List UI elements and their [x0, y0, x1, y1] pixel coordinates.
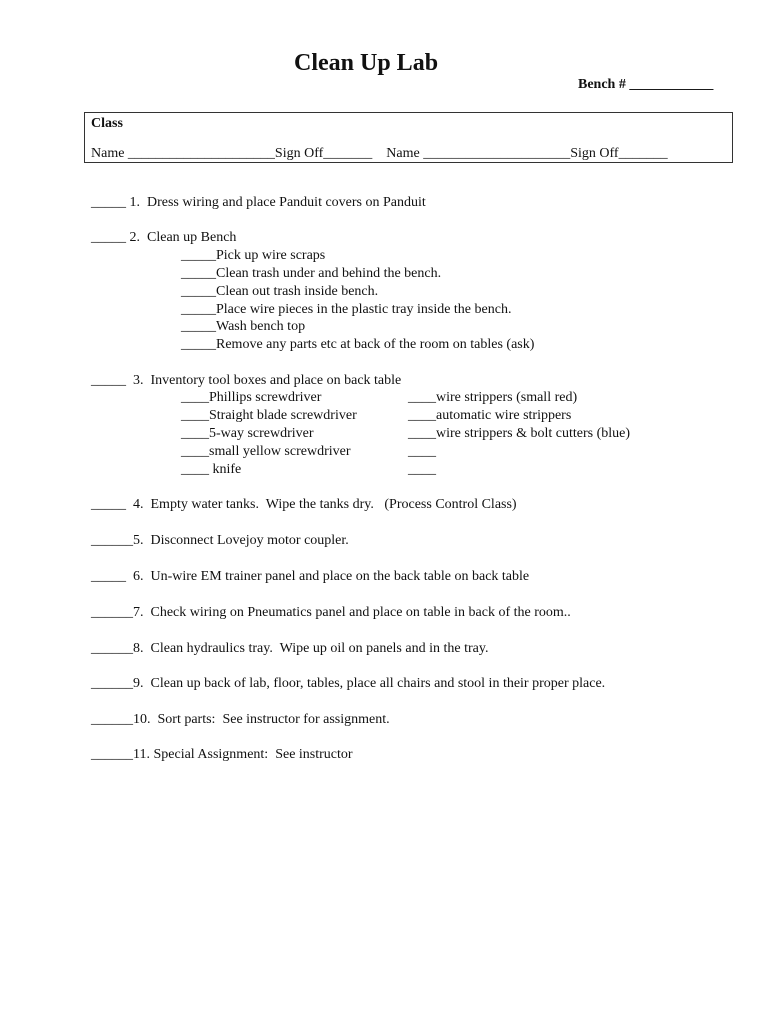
item-3-tool-2[interactable]: ____Straight blade screwdriver [181, 408, 357, 423]
item-3-tool-9[interactable]: ____ [408, 444, 436, 459]
item-3-tool-1[interactable]: ____Phillips screwdriver [181, 390, 322, 405]
bench-number-field[interactable]: Bench # ____________ [578, 77, 714, 92]
checklist-item-1[interactable]: _____ 1. Dress wiring and place Panduit covers on Panduit [91, 195, 426, 210]
checklist-item-3[interactable]: _____ 3. Inventory tool boxes and place on back table [91, 373, 402, 388]
checklist-item-11[interactable]: ______11. Special Assignment: See instructor [91, 747, 353, 762]
item-2-sub-5[interactable]: _____Wash bench top [181, 319, 306, 334]
item-3-tool-5[interactable]: ____ knife [181, 462, 242, 477]
page-title: Clean Up Lab [294, 50, 439, 76]
item-2-sub-2[interactable]: _____Clean trash under and behind the bench. [181, 266, 442, 281]
checklist-item-8[interactable]: ______8. Clean hydraulics tray. Wipe up oil on panels and in the tray. [91, 641, 489, 656]
item-3-tool-4[interactable]: ____small yellow screwdriver [181, 444, 351, 459]
item-2-sub-4[interactable]: _____Place wire pieces in the plastic tray inside the bench. [181, 302, 512, 317]
checklist-item-2[interactable]: _____ 2. Clean up Bench [91, 230, 237, 245]
item-3-tool-10[interactable]: ____ [408, 462, 436, 477]
item-2-sub-1[interactable]: _____Pick up wire scraps [181, 248, 326, 263]
checklist-item-9[interactable]: ______9. Clean up back of lab, floor, tables, place all chairs and stool in their proper place. [91, 676, 606, 691]
name-signoff-row[interactable]: Name _____________________Sign Off_______ Name _____________________Sign Off_______ [91, 146, 668, 161]
checklist-item-10[interactable]: ______10. Sort parts: See instructor for assignment. [91, 712, 390, 727]
item-3-tool-8[interactable]: ____wire strippers & bolt cutters (blue) [408, 426, 631, 441]
item-3-tool-7[interactable]: ____automatic wire strippers [408, 408, 572, 423]
item-2-sub-3[interactable]: _____Clean out trash inside bench. [181, 284, 379, 299]
checklist-item-5[interactable]: ______5. Disconnect Lovejoy motor coupler. [91, 533, 349, 548]
checklist-item-7[interactable]: ______7. Check wiring on Pneumatics panel and place on table in back of the room.. [91, 605, 571, 620]
checklist-item-4[interactable]: _____ 4. Empty water tanks. Wipe the tanks dry. (Process Control Class) [91, 497, 517, 512]
item-3-tool-3[interactable]: ____5-way screwdriver [181, 426, 314, 441]
item-3-tool-6[interactable]: ____wire strippers (small red) [408, 390, 578, 405]
class-label: Class [91, 116, 123, 131]
checklist-item-6[interactable]: _____ 6. Un-wire EM trainer panel and place on the back table on back table [91, 569, 530, 584]
item-2-sub-6[interactable]: _____Remove any parts etc at back of the room on tables (ask) [181, 337, 535, 352]
